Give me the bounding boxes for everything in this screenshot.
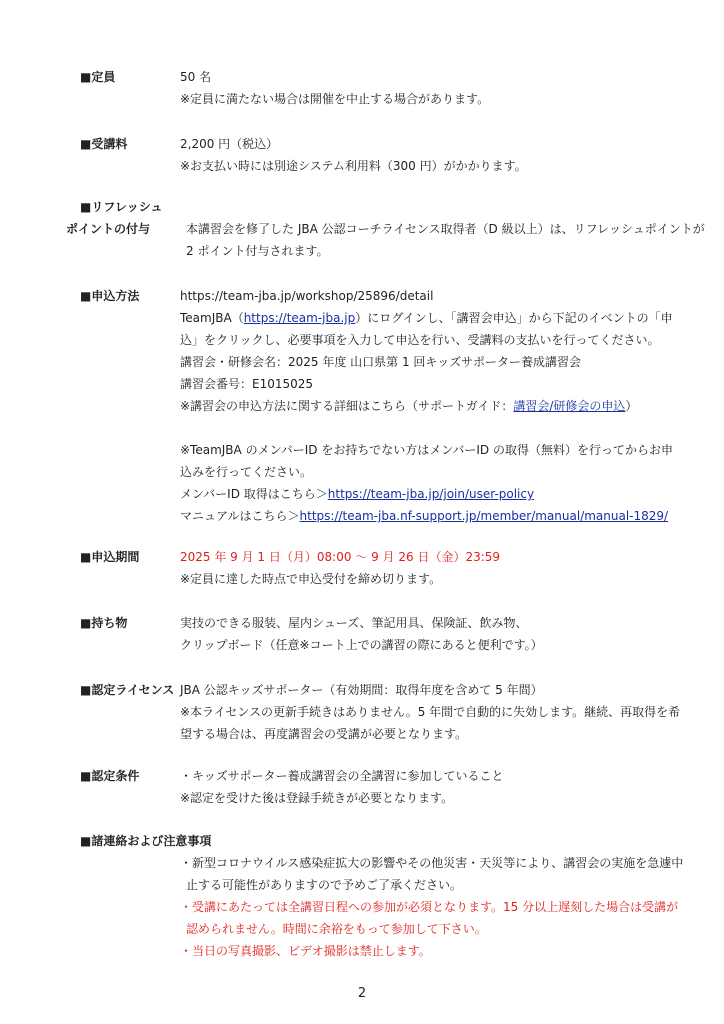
apply-member-id <box>180 483 670 505</box>
license-body <box>180 679 681 745</box>
notes-line2: 止する可能性がありますので予めご了承ください。 <box>186 878 463 892</box>
capacity-note: ※定員に満たない場合は開催を中止する場合があります。 <box>180 92 490 106</box>
apply-guide-suffix: ） <box>625 399 638 413</box>
capacity-body <box>180 66 670 110</box>
apply-member-line1: ※TeamJBA のメンバーID をお持ちでない方はメンバーID の取得（無料）を行ってからお申 <box>180 443 673 457</box>
apply-event-number: 講習会番号：E1015025 <box>180 377 314 391</box>
apply-body <box>180 285 673 527</box>
notes-label: ■諸連絡および注意事項 <box>80 834 212 848</box>
spacer <box>180 417 670 439</box>
refresh-label-line2: ポイントの付与 <box>66 222 151 236</box>
apply-teamjba-suffix: ）にログインし、「講習会申込」から下記のイベントの「申 <box>355 311 673 325</box>
license-line3: 望する場合は、再度講習会の受講が必要となります。 <box>180 727 468 741</box>
refresh-line1: 本講習会を修了した JBA 公認コーチライセンス取得者（D 級以上）は、リフレッシュポイントが <box>186 222 705 236</box>
apply-teamjba-line1 <box>180 307 673 329</box>
capacity-label: ■定員 <box>80 70 116 84</box>
apply-member-line2: 込みを行ってください。 <box>180 465 313 479</box>
conditions-line2: ※認定を受けた後は登録手続きが必要となります。 <box>180 791 454 805</box>
refresh-label-line1: ■リフレッシュ <box>80 200 163 214</box>
support-guide-link[interactable]: 講習会/研修会の申込 <box>513 399 626 413</box>
notes-line3: ・受講にあたっては全講習日程への参加が必須となります。15 分以上遅刻した場合は受講が <box>180 900 679 914</box>
apply-guide-prefix: ※講習会の申込方法に関する詳細はこちら（サポートガイド： <box>180 399 514 413</box>
conditions-label: ■認定条件 <box>80 769 140 783</box>
manual-prefix: マニュアルはこちら＞ <box>180 509 300 523</box>
items-label: ■持ち物 <box>80 616 128 630</box>
member-id-prefix: メンバーID 取得はこちら＞ <box>180 487 328 501</box>
member-id-link[interactable]: https://team-jba.jp/join/user-policy <box>327 487 535 501</box>
license-line1: JBA 公認キッズサポーター（有効期間：取得年度を含めて 5 年間） <box>180 683 543 697</box>
apply-event-name: 講習会・研修会名：2025 年度 山口県第 1 回キッズサポーター養成講習会 <box>180 355 581 369</box>
period-note: ※定員に達した時点で申込受付を締め切ります。 <box>180 572 442 586</box>
apply-teamjba-prefix: TeamJBA（ <box>180 311 244 325</box>
conditions-line1: ・キッズサポーター養成講習会の全講習に参加していること <box>180 769 504 783</box>
apply-teamjba-line2: 込」をクリックし、必要事項を入力して申込を行い、受講料の支払いを行ってください。 <box>180 333 660 347</box>
apply-label: ■申込方法 <box>80 289 140 303</box>
apply-url: https://team-jba.jp/workshop/25896/detail <box>180 289 434 303</box>
fee-body <box>180 133 670 177</box>
teamjba-link[interactable]: https://team-jba.jp <box>243 311 356 325</box>
refresh-body <box>186 218 705 262</box>
notes-line1: ・新型コロナウイルス感染症拡大の影響やその他災害・天災等により、講習会の実施を急遽中 <box>180 856 684 870</box>
notes-body <box>180 852 684 962</box>
items-line1: 実技のできる服装、屋内シューズ、筆記用具、保険証、飲み物、 <box>180 616 528 630</box>
refresh-line2: 2 ポイント付与されます。 <box>186 244 329 258</box>
fee-value: 2,200 円（税込） <box>180 137 279 151</box>
fee-note: ※お支払い時には別途システム利用料（300 円）がかかります。 <box>180 159 527 173</box>
manual-link[interactable]: https://team-jba.nf-support.jp/member/manual/manual-1829/ <box>299 509 669 523</box>
period-label: ■申込期間 <box>80 550 140 564</box>
capacity-value: 50 名 <box>180 70 212 84</box>
apply-manual <box>180 505 670 527</box>
period-value: 2025 年 9 月 1 日（月）08:00 ～ 9 月 26 日（金）23:59 <box>180 550 501 564</box>
fee-label: ■受講料 <box>80 137 128 151</box>
page-number: 2 <box>357 986 367 1001</box>
notes-line4: 認められません。時間に余裕をもって参加して下さい。 <box>186 922 487 936</box>
items-line2: クリップボード（任意※コート上での講習の際にあると便利です。） <box>180 638 543 652</box>
period-body <box>180 546 670 590</box>
apply-guide <box>180 395 670 417</box>
license-line2: ※本ライセンスの更新手続きはありません。5 年間で自動的に失効します。継続、再取得を希 <box>180 705 681 719</box>
items-body <box>180 612 670 656</box>
notes-line5: ・当日の写真撮影、ビデオ撮影は禁止します。 <box>180 944 431 958</box>
conditions-body <box>180 765 670 809</box>
license-label: ■認定ライセンス <box>80 683 175 697</box>
